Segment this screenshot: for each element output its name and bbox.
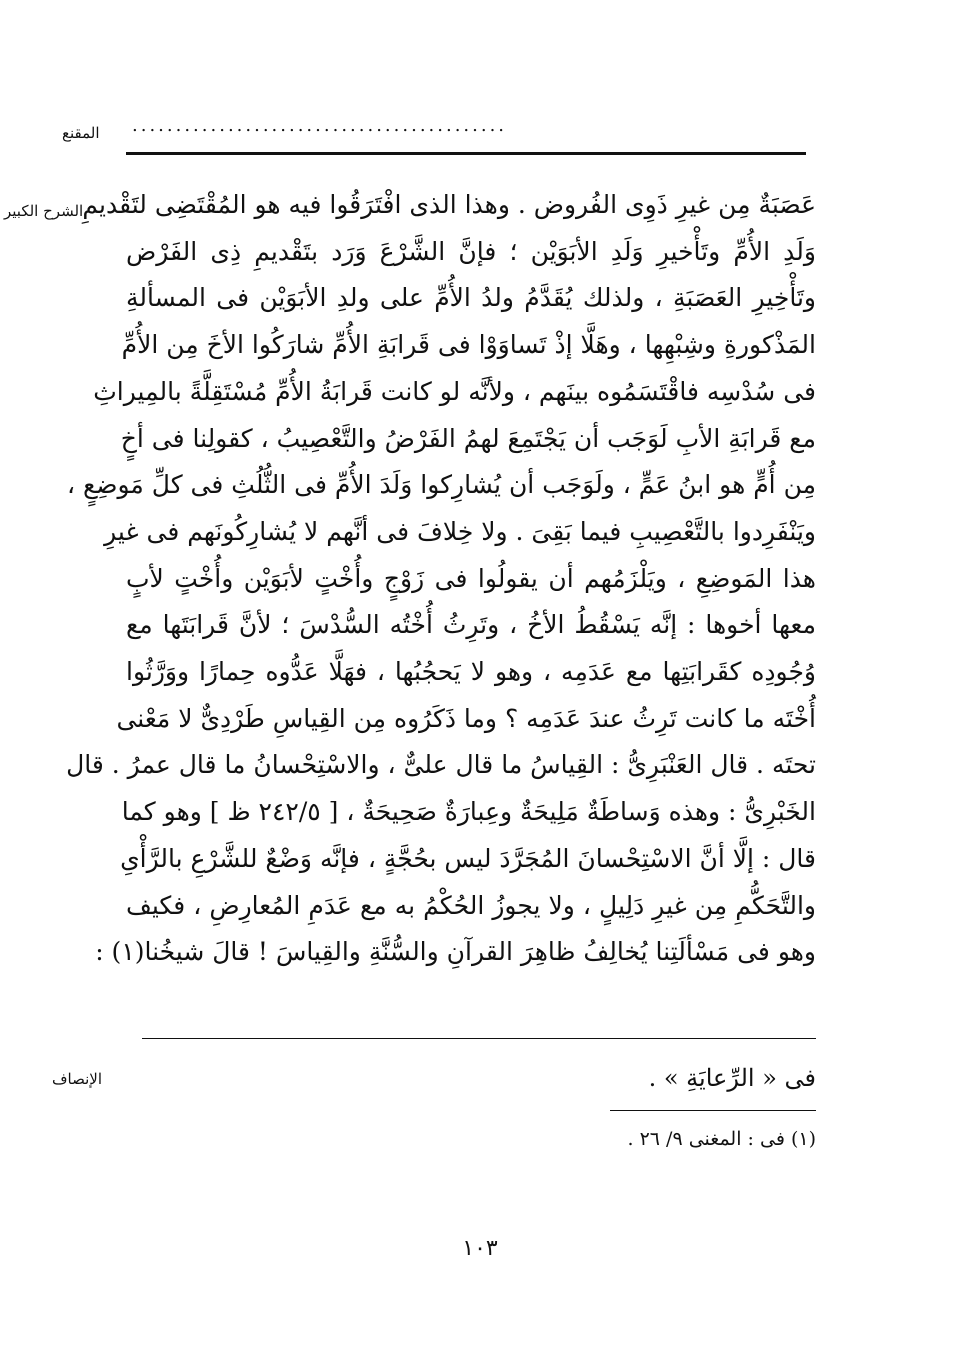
text-line: عَصَبَةٌ مِن غيرِ ذَوِى الفُروض . وهذا الذى افْتَرَقُوا فيه هو المُقْتَضِى لتَقْديمِ bbox=[82, 190, 816, 219]
text-line: تحتَه . قال العَنْبَرِىُّ : القِياسُ ما قال علىٌّ ، والاسْتِحْسانُ ما قال عمرُ . قال bbox=[66, 750, 816, 780]
margin-label-sharh: الشرح الكبير bbox=[4, 202, 84, 220]
footnote-divider bbox=[610, 1110, 816, 1111]
text-line: والتَّحَكُّمِ مِن غيرِ دَلِيلٍ ، ولا يجوزُ الحُكْمُ به مع عَدَمِ المُعارِضِ ، فكيف bbox=[126, 890, 816, 920]
text-line: مع قَرابَةِ الأبِ لَوَجَب أن يَجْتَمِعَ لهمُ الفَرْضُ والتَّعْصِيبُ ، كقولِنا فى أخٍ bbox=[120, 423, 816, 453]
text-line: ويَنْفَرِدوا بالتَّعْصِيبِ فيما بَقِىَ . ولا خِلافَ فى أنَّهم لا يُشارِكُونَهم فى غيرِ bbox=[104, 516, 816, 546]
text-line: هذا المَوضِعِ ، ويَلْزَمُهم أن يقولُوا فى زَوْجٍ وأُخْتٍ لأبَوَيْن وأُخْتٍ لأبٍ bbox=[126, 563, 816, 593]
page-number: ١٠٣ bbox=[462, 1236, 498, 1261]
text-line: فى سُدْسِه فاقْتَسَمُوه بينَهم ، ولأنَّه لو كانت قَرابَةُ الأُمِّ مُسْتَقِلَّةً بالمِيراثِ bbox=[93, 376, 816, 406]
text-line: المَذْكورةِ وشِبْهِها ، وهَلَّا إذْ تَساوَوْا فى قَرابَةِ الأُمِّ شارَكُوا الأخَ مِن الأُمِّ bbox=[121, 330, 816, 360]
text-line: الخَبْرِىُّ : وهذه وَساطَةٌ مَلِيحَةٌ وعِبارَةٌ صَحِيحَةٌ ، [ ٢٤٢/٥ ظ ] وهو كما bbox=[121, 797, 816, 827]
dotted-rule: ........................................... bbox=[132, 115, 508, 136]
text-line: وتَأْخِيرِ العَصَبَةِ ، ولذلك يُقَدَّمُ ولدُ الأُمِّ على ولدِ الأبَوَيْن فى المسألةِ bbox=[126, 283, 816, 313]
commentary-text bbox=[66, 182, 816, 976]
text-line: أُخْتَه ما كانت تَرِثُ عندَ عَدَمِه ؟ وما ذَكَرُوه مِن القِياسِ طَرْدِىٌّ لا مَعْنى bbox=[116, 703, 816, 733]
margin-label-muqni: المقنع bbox=[62, 124, 100, 142]
section-divider bbox=[142, 1038, 816, 1039]
text-line: وُجُودِه كقَرابَتِها مع عَدَمِه ، وهو لا يَحجُبُها ، فهَلَّا عَدُّوه حِمارًا ووَرَّثُوا bbox=[126, 657, 816, 687]
text-line: معها أخوها : إنَّه يَسْقُطُ الأخُ ، وتَرِثُ أُخْتُه السُّدْسَ ؛ لأنَّ قَرابَتَها مع bbox=[126, 610, 816, 640]
header-rule bbox=[126, 152, 806, 155]
margin-label-insaf: الإنصاف bbox=[52, 1070, 103, 1088]
text-line: مِن أُمٍّ هو ابنُ عَمٍّ ، ولَوَجَب أن يُشارِكوا وَلَدَ الأُمِّ فى الثُّلُثِ فى كلِّ مَوضِعٍ ، bbox=[66, 470, 816, 500]
text-line: وَلَدِ الأُمِّ وتَأْخيرِ وَلَدِ الأبَوَيْن ؛ فإنَّ الشَّرْعَ وَرَد بتَقْديمِ ذِى الفَرْض bbox=[126, 236, 816, 266]
text-line: وهو فى مَسْألَتِنا يُخالِفُ ظاهِرَ القرآنِ والسُّنَّةِ والقِياسَ ! قالَ شيخُنا(١) : bbox=[95, 937, 816, 967]
text-line: قال : إلَّا أنَّ الاسْتِحْسانَ المُجَرَّدَ ليس بحُجَّةٍ ، فإنَّه وَضْعٌ للشَّرْعِ بالرَّأْىِ bbox=[120, 843, 816, 873]
footnote: (١) فى : المغنى ٩/ ٢٦ . bbox=[627, 1128, 816, 1150]
insaf-text: فى « الرِّعايَةِ » . bbox=[648, 1064, 816, 1092]
